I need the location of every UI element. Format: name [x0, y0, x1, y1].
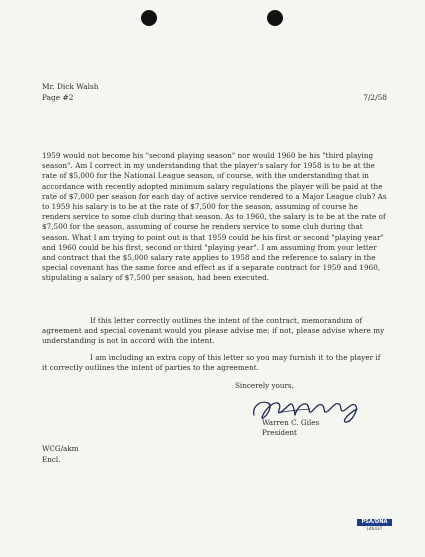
signer-name: Warren C. Giles	[262, 418, 320, 427]
body-paragraph-3: I am including an extra copy of this letter so you may furnish it to the player if it correctly outlines the intent of parties to the agreement.	[42, 353, 381, 373]
stamp-brand: PSA/DNA	[357, 519, 392, 526]
punch-hole-right	[267, 10, 283, 26]
page-number: Page #2	[42, 93, 74, 102]
enclosure-note: Encl.	[42, 455, 61, 464]
signer-title: President	[262, 428, 297, 437]
body-paragraph-2: If this letter correctly outlines the intent of the contract, memorandum of agreement and special covenant would you please advise me; if not, please advise where my understanding is not in accord with the intent.	[42, 316, 385, 346]
punch-hole-left	[141, 10, 157, 26]
authentication-stamp	[357, 519, 392, 534]
closing-text: Sincerely yours,	[235, 381, 294, 390]
body-paragraph-1: 1959 would not become his "second playing season" nor would 1960 be his "third playing season". Am I correct in my understanding that the player's salary for 1958 is to be at the rate of $5,000 for the National League season, of course, with the understanding that in accordance with recently adopted minimum salary regulations the player will be paid at the rate of $7,000 per season for each day of active service rendered to a Major League club? As to 1959 his salary is to be at the rate of $7,500 for the season, assuming of course he renders service to some club during that season. As to 1960, the salary is to be at the rate of $7,500 for the season, assuming of course he renders service to some club during that season. What I am trying to point out is that 1959 could be his first or second "playing year" and 1960 could be his first, second or third "playing year". I am assuming from your letter and contract that the $5,000 salary rate applies to 1958 and the reference to salary in the special covenant has the same force and effect as if a separate contract for 1959 and 1960, stipulating a salary of $7,500 per season, had been executed.	[42, 151, 387, 283]
typist-initials: WCG/akm	[42, 444, 79, 453]
stamp-serial: L46437	[366, 526, 383, 531]
recipient-name: Mr. Dick Walsh	[42, 82, 99, 91]
letter-date: 7/2/58	[363, 93, 387, 102]
